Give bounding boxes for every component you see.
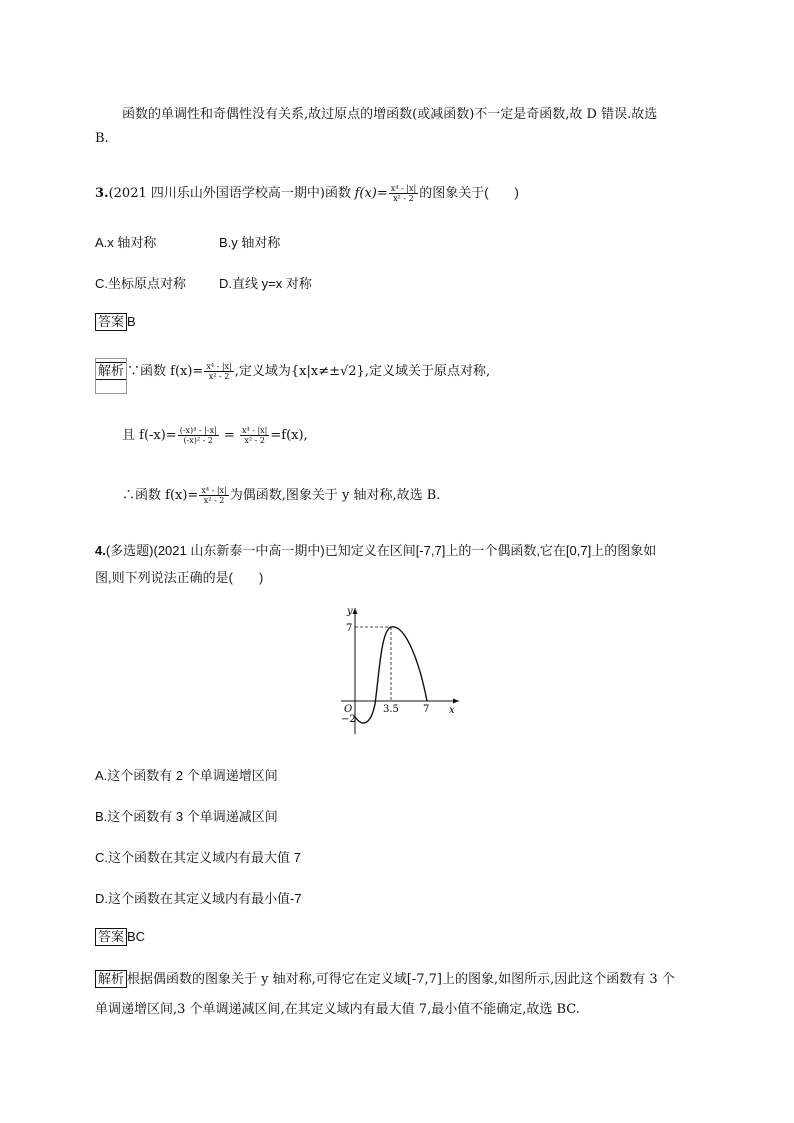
- prev-answer-line-1: 函数的单调性和奇偶性没有关系,故过原点的增函数(或减函数)不一定是奇函数,故 D 错误.故选: [122, 107, 658, 122]
- question-4-function-graph: [335, 600, 465, 740]
- answer-label: 答案: [95, 928, 127, 946]
- analysis-label: 解析: [95, 970, 127, 988]
- question-4-number: 4.: [95, 543, 106, 558]
- question-4-stem-line-1: 4.(多选题)(2021 山东新泰一中高一期中)已知定义在区间[-7,7]上的一个偶函数,它在[0,7]上的图象如: [95, 543, 657, 558]
- x-tick-7: 7: [423, 704, 430, 715]
- question-3-answer: [95, 313, 136, 331]
- x-axis-arrow: [453, 699, 459, 704]
- y-tick-7: 7: [346, 623, 353, 634]
- prev-answer-line-2: B.: [95, 131, 109, 146]
- question-4-analysis-line-1: 解析 根据偶函数的图象关于 y 轴对称,可得它在定义域[-7,7]上的图象,如图所示,因此这个函数有 3 个: [95, 968, 675, 988]
- question-3-fraction: $\frac{\text{x⁴ - |x|}}{\text{x² - 2}}$: [390, 184, 417, 203]
- question-4-option-d: D.这个函数在其定义域内有最小值-7: [95, 891, 302, 906]
- question-3-analysis-line-3: ∴函数 f(x)= $\frac{\text{x⁴ - |x|}}{\text{x² - 2}}$ 为偶函数,图象关于 y 轴对称,故选 B.: [122, 486, 441, 505]
- question-4-answer-value: BC: [127, 929, 146, 944]
- y-axis-label: y: [347, 606, 353, 617]
- question-3-analysis-line-1: 解析 ∵函数 f(x)= $\frac{\text{x⁴ - |x|}}{\text{x² - 2}}$ ,定义域为{x|x≠±√2},定义域关于原点对称,: [95, 360, 490, 381]
- x-axis-label: x: [449, 705, 455, 716]
- question-3-source: (2021 四川乐山外国语学校高一期中): [108, 186, 325, 201]
- answer-label: 答案: [95, 313, 127, 331]
- question-3-option-c: C.坐标原点对称: [95, 276, 187, 291]
- question-4-option-a: A.这个函数有 2 个单调递增区间: [95, 768, 278, 783]
- question-4-analysis-line-2: 单调递增区间,3 个单调递减区间,在其定义域内有最大值 7,最小值不能确定,故选 BC.: [95, 1002, 580, 1017]
- question-3-option-d: D.直线 y=x 对称: [219, 276, 312, 291]
- question-3-analysis-line-2: 且 f(-x)= $\frac{\text{(-x)⁴ - |-x|}}{\text{(-x)² - 2}}$ = $\frac{\text{x⁴ - |x|}}{\text{x² - 2}}$ =f(x),: [122, 426, 308, 445]
- y-axis-arrow: [353, 608, 358, 614]
- analysis-label: 解析: [95, 362, 127, 380]
- question-3-number: 3.: [95, 186, 109, 201]
- question-3-option-a: A.x 轴对称: [95, 235, 157, 250]
- question-3-stem: 3.(2021 四川乐山外国语学校高一期中)函数 f(x)= $\frac{\text{x⁴ - |x|}}{\text{x² - 2}}$ 的图象关于( ): [95, 184, 519, 203]
- question-4-option-b: B.这个函数有 3 个单调递减区间: [95, 809, 278, 824]
- x-tick-3-5: 3.5: [383, 704, 399, 715]
- question-4-answer: [95, 928, 145, 946]
- question-3-option-b: B.y 轴对称: [219, 235, 281, 250]
- origin-label: O: [344, 704, 353, 715]
- question-3-answer-value: B: [127, 314, 136, 329]
- question-4-option-c: C.这个函数在其定义域内有最大值 7: [95, 850, 301, 865]
- y-tick-minus-2: −2: [341, 714, 356, 725]
- question-4-stem-line-2: 图,则下列说法正确的是( ): [95, 570, 264, 585]
